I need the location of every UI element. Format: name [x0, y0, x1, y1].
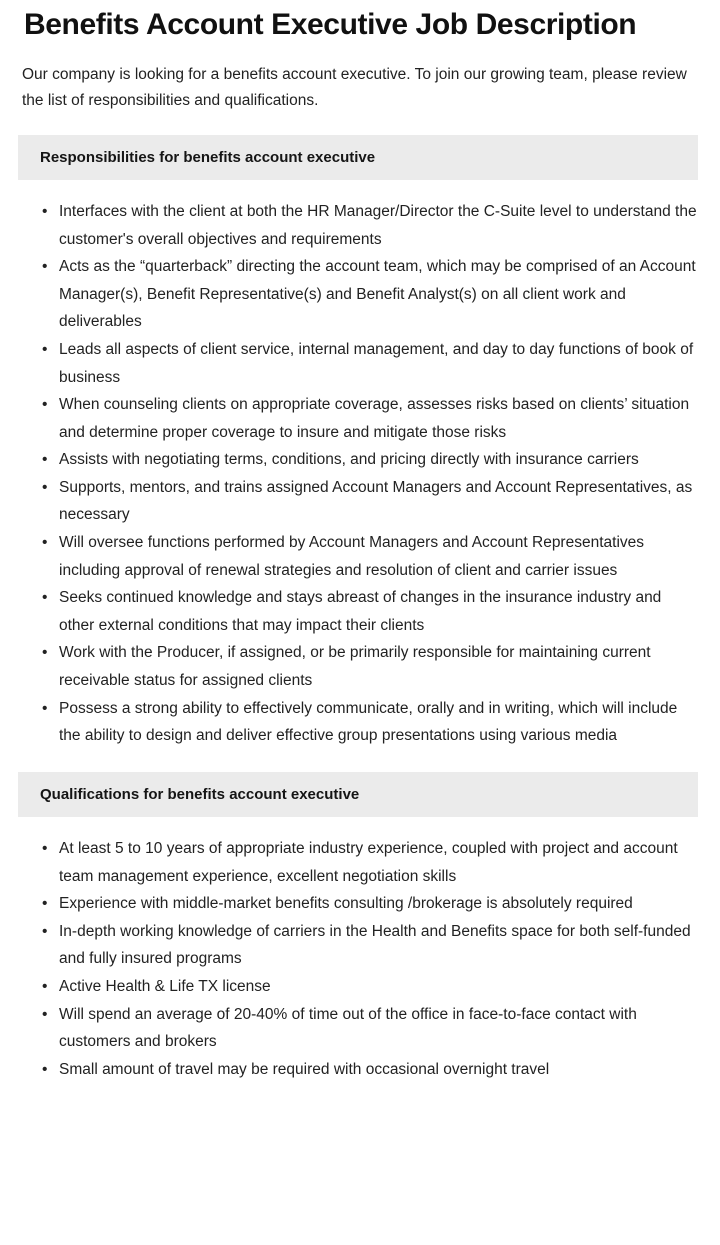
list-item: • Assists with negotiating terms, conditions, and pricing directly with insurance carriers [0, 446, 698, 474]
list-item: • Active Health & Life TX license [0, 973, 698, 1001]
list-item: • Acts as the “quarterback” directing the account team, which may be comprised of an Account Manager(s), Benefit Representative(s) and Benefit Analyst(s) on all client work and deliverables [0, 253, 698, 336]
section-responsibilities [0, 135, 720, 750]
page-title: Benefits Account Executive Job Description [24, 8, 637, 41]
intro-paragraph: Our company is looking for a benefits account executive. To join our growing team, please review the list of responsibilities and qualifications. [22, 66, 687, 109]
list-item: • Work with the Producer, if assigned, or be primarily responsible for maintaining current receivable status for assigned clients [0, 639, 698, 694]
list-item: • When counseling clients on appropriate coverage, assesses risks based on clients’ situation and determine proper coverage to insure and mitigate those risks [0, 391, 698, 446]
list-item: • Small amount of travel may be required with occasional overnight travel [0, 1056, 698, 1084]
responsibilities-list [0, 180, 720, 750]
list-item: • Interfaces with the client at both the HR Manager/Director the C-Suite level to understand the customer's overall objectives and requirements [0, 198, 698, 253]
qualifications-list [0, 817, 720, 1083]
list-item: • Seeks continued knowledge and stays abreast of changes in the insurance industry and other external conditions that may impact their clients [0, 584, 698, 639]
list-item: • In-depth working knowledge of carriers in the Health and Benefits space for both self-funded and fully insured programs [0, 918, 698, 973]
list-item: • Will oversee functions performed by Account Managers and Account Representatives including approval of renewal strategies and resolution of client and carrier issues [0, 529, 698, 584]
section-qualifications [0, 772, 720, 1084]
list-item: • Experience with middle-market benefits consulting /brokerage is absolutely required [0, 890, 698, 918]
list-item: • At least 5 to 10 years of appropriate industry experience, coupled with project and account team management experience, excellent negotiation skills [0, 835, 698, 890]
section-heading-responsibilities: Responsibilities for benefits account executive [18, 135, 698, 181]
list-item: • Leads all aspects of client service, internal management, and day to day functions of book of business [0, 336, 698, 391]
list-item: • Will spend an average of 20-40% of time out of the office in face-to-face contact with customers and brokers [0, 1001, 698, 1056]
list-item: • Possess a strong ability to effectively communicate, orally and in writing, which will include the ability to design and deliver effective group presentations using various media [0, 695, 698, 750]
list-item: • Supports, mentors, and trains assigned Account Managers and Account Representatives, as necessary [0, 474, 698, 529]
section-heading-qualifications: Qualifications for benefits account executive [18, 772, 698, 818]
